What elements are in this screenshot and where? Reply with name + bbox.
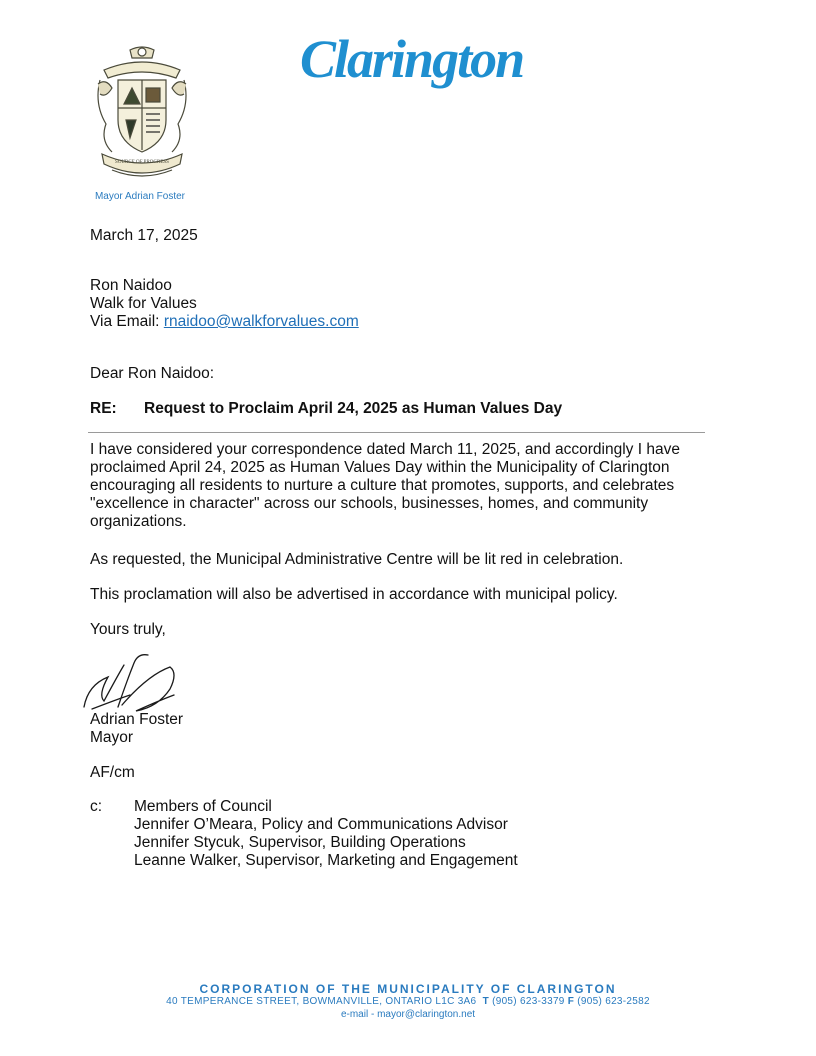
recipient-organization: Walk for Values bbox=[90, 295, 197, 312]
municipal-crest-icon bbox=[92, 44, 192, 184]
crest-motto: SOURCE OF PROGRESS bbox=[115, 160, 169, 165]
footer-fax: (905) 623-2582 bbox=[577, 996, 650, 1007]
subject-divider bbox=[88, 432, 705, 433]
recipient-email-link[interactable]: rnaidoo@walkforvalues.com bbox=[163, 313, 359, 330]
handwritten-signature bbox=[78, 645, 188, 720]
re-subject: Request to Proclaim April 24, 2025 as Human Values Day bbox=[144, 400, 563, 417]
cc-label: c: bbox=[90, 798, 103, 815]
body-paragraph: As requested, the Municipal Administrative Centre will be lit red in celebration. bbox=[90, 551, 624, 568]
footer-address: 40 TEMPERANCE STREET, BOWMANVILLE, ONTARIO L1C 3A6 bbox=[166, 996, 477, 1007]
signer-title: Mayor bbox=[90, 729, 134, 746]
signer-name: Adrian Foster bbox=[90, 711, 184, 728]
footer-phone-label: T bbox=[482, 996, 489, 1007]
cc-recipient: Jennifer Stycuk, Supervisor, Building Operations bbox=[134, 834, 466, 851]
recipient-email-line bbox=[90, 313, 359, 331]
mayor-caption: Mayor Adrian Foster bbox=[94, 191, 186, 202]
cc-recipient: Leanne Walker, Supervisor, Marketing and Engagement bbox=[134, 852, 518, 869]
footer-organization: CORPORATION OF THE MUNICIPALITY OF CLARINGTON bbox=[199, 982, 617, 996]
closing: Yours truly, bbox=[90, 621, 166, 638]
reference-initials: AF/cm bbox=[90, 764, 135, 781]
body-paragraph: This proclamation will also be advertised in accordance with municipal policy. bbox=[90, 586, 618, 603]
salutation: Dear Ron Naidoo: bbox=[90, 365, 215, 382]
recipient-name: Ron Naidoo bbox=[90, 277, 172, 294]
footer-phone: (905) 623-3379 bbox=[492, 996, 565, 1007]
footer-email: e-mail - mayor@clarington.net bbox=[340, 1009, 476, 1020]
re-label: RE: bbox=[90, 400, 117, 417]
clarington-logo: Clarington bbox=[300, 29, 524, 89]
letter-date: March 17, 2025 bbox=[90, 227, 198, 244]
cc-recipient: Jennifer O’Meara, Policy and Communications Advisor bbox=[134, 816, 508, 833]
body-paragraph: I have considered your correspondence dated March 11, 2025, and accordingly I have proclaimed April 24, 2025 as Human Values Day within the Municipality of Clarington encouraging all residents to nurture a culture that promotes, supports, and celebrates "excellence in character" across our schools, businesses, homes, and community organizations. bbox=[90, 441, 680, 530]
recipient-address bbox=[90, 277, 359, 331]
cc-recipient: Members of Council bbox=[134, 798, 272, 815]
footer-fax-label: F bbox=[567, 996, 575, 1007]
footer-address-line bbox=[0, 996, 816, 1007]
cc-list bbox=[134, 798, 518, 870]
email-prefix: Via Email: bbox=[90, 313, 164, 330]
